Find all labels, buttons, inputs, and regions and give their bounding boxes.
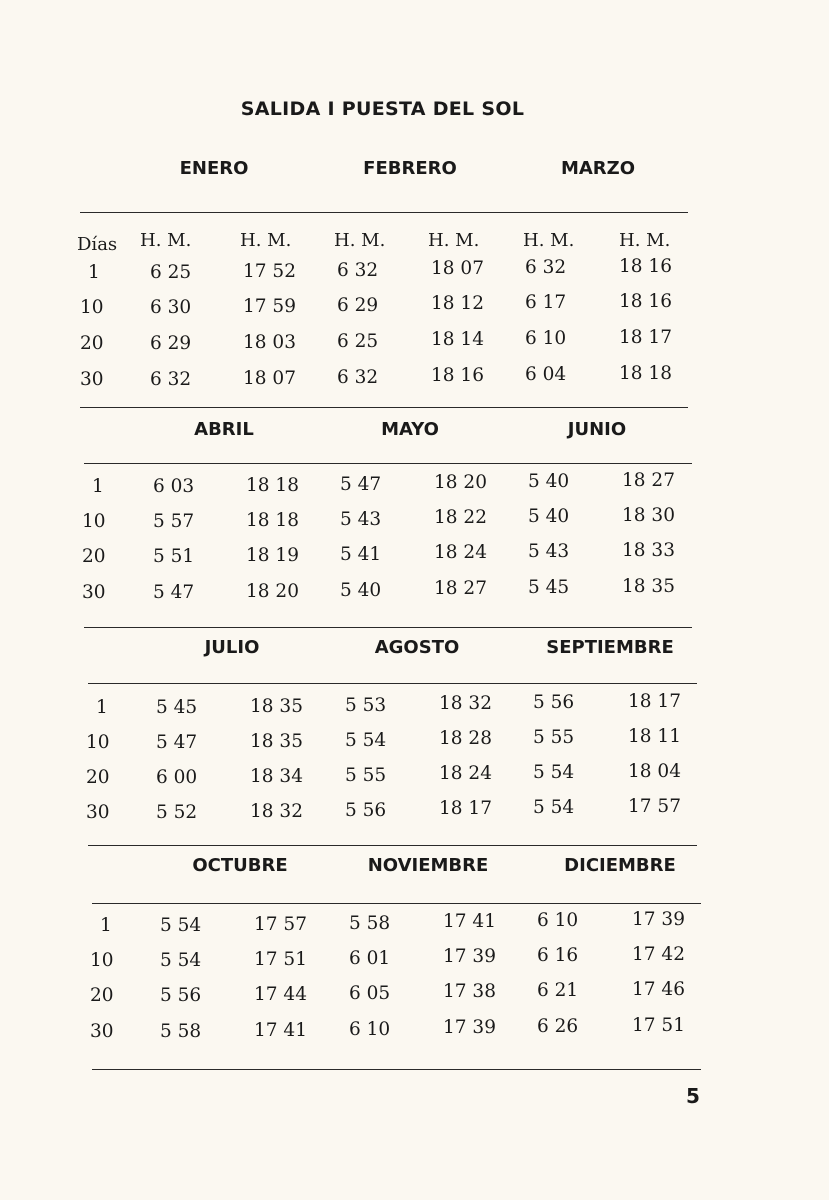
month-heading: FEBRERO bbox=[363, 158, 457, 179]
time-cell: 6 03 bbox=[153, 476, 195, 497]
day-cell: 1 bbox=[92, 476, 104, 497]
time-cell: 5 40 bbox=[528, 471, 570, 493]
time-cell: 5 45 bbox=[528, 577, 570, 599]
time-cell: 6 10 bbox=[537, 910, 579, 932]
time-cell: 6 30 bbox=[150, 297, 192, 318]
time-cell: 5 53 bbox=[345, 694, 387, 716]
time-cell: 18 03 bbox=[243, 331, 296, 353]
time-cell: 6 32 bbox=[337, 259, 379, 281]
time-cell: 5 56 bbox=[533, 692, 575, 714]
time-cell: 6 32 bbox=[150, 369, 192, 390]
time-cell: 17 57 bbox=[628, 796, 681, 817]
day-cell: 20 bbox=[90, 985, 114, 1006]
time-cell: 18 27 bbox=[622, 470, 675, 491]
day-cell: 20 bbox=[86, 767, 110, 788]
time-cell: 17 57 bbox=[254, 913, 307, 935]
time-cell: 6 21 bbox=[537, 980, 579, 1002]
time-cell: 17 39 bbox=[443, 946, 496, 968]
time-cell: 18 16 bbox=[619, 291, 672, 312]
time-cell: 18 04 bbox=[628, 761, 681, 782]
month-heading: ENERO bbox=[179, 158, 249, 179]
time-cell: 6 01 bbox=[349, 947, 391, 969]
page-title: SALIDA I PUESTA DEL SOL bbox=[240, 98, 525, 120]
time-cell: 5 57 bbox=[153, 511, 195, 532]
column-header-hm: H. M. bbox=[334, 230, 386, 251]
time-cell: 18 32 bbox=[439, 693, 492, 715]
time-cell: 17 51 bbox=[632, 1015, 685, 1036]
time-cell: 18 18 bbox=[246, 474, 299, 496]
time-cell: 17 41 bbox=[254, 1019, 307, 1041]
time-cell: 5 56 bbox=[345, 799, 387, 821]
time-cell: 18 18 bbox=[246, 509, 299, 531]
time-cell: 5 56 bbox=[160, 985, 202, 1006]
time-cell: 18 35 bbox=[250, 730, 303, 752]
time-cell: 17 52 bbox=[243, 260, 296, 282]
time-cell: 18 35 bbox=[622, 576, 675, 597]
time-cell: 18 07 bbox=[243, 367, 296, 389]
day-cell: 30 bbox=[80, 369, 104, 390]
time-cell: 6 32 bbox=[525, 257, 567, 279]
time-cell: 5 52 bbox=[156, 802, 198, 823]
day-cell: 1 bbox=[100, 915, 112, 936]
time-cell: 17 46 bbox=[632, 979, 685, 1000]
time-cell: 6 16 bbox=[537, 945, 579, 967]
table-rule bbox=[84, 463, 692, 464]
time-cell: 5 47 bbox=[153, 582, 195, 603]
column-header-hm: H. M. bbox=[523, 230, 575, 251]
time-cell: 18 16 bbox=[431, 365, 484, 387]
time-cell: 6 32 bbox=[337, 366, 379, 388]
time-cell: 18 24 bbox=[434, 542, 487, 564]
time-cell: 18 14 bbox=[431, 329, 484, 351]
month-heading: ABRIL bbox=[194, 419, 254, 440]
time-cell: 5 58 bbox=[349, 912, 391, 934]
time-cell: 6 00 bbox=[156, 767, 198, 788]
time-cell: 18 19 bbox=[246, 544, 299, 566]
time-cell: 5 51 bbox=[153, 546, 195, 567]
time-cell: 18 34 bbox=[250, 765, 303, 787]
month-heading: MAYO bbox=[381, 419, 439, 440]
day-cell: 20 bbox=[82, 546, 106, 567]
time-cell: 5 47 bbox=[156, 732, 198, 753]
time-cell: 18 07 bbox=[431, 258, 484, 280]
month-heading: NOVIEMBRE bbox=[367, 855, 489, 876]
time-cell: 5 54 bbox=[160, 915, 202, 936]
column-header-hm: H. M. bbox=[619, 230, 671, 251]
day-cell: 10 bbox=[82, 511, 106, 532]
column-header-dias: Días bbox=[77, 234, 118, 255]
time-cell: 5 41 bbox=[340, 543, 382, 565]
time-cell: 18 18 bbox=[619, 363, 672, 384]
day-cell: 20 bbox=[80, 333, 104, 354]
day-cell: 30 bbox=[86, 802, 110, 823]
time-cell: 5 40 bbox=[340, 579, 382, 601]
time-cell: 18 17 bbox=[439, 798, 492, 820]
time-cell: 6 04 bbox=[525, 364, 567, 386]
time-cell: 18 16 bbox=[619, 256, 672, 277]
time-cell: 6 17 bbox=[525, 292, 567, 314]
time-cell: 6 25 bbox=[150, 262, 192, 283]
day-cell: 10 bbox=[86, 732, 110, 753]
time-cell: 5 54 bbox=[533, 797, 575, 819]
time-cell: 18 30 bbox=[622, 505, 675, 526]
day-cell: 30 bbox=[82, 582, 106, 603]
time-cell: 6 26 bbox=[537, 1016, 579, 1038]
table-rule bbox=[80, 212, 688, 213]
month-heading: SEPTIEMBRE bbox=[546, 637, 674, 658]
time-cell: 17 59 bbox=[243, 295, 296, 317]
time-cell: 5 40 bbox=[528, 506, 570, 528]
time-cell: 18 24 bbox=[439, 763, 492, 785]
time-cell: 5 43 bbox=[340, 508, 382, 530]
time-cell: 6 25 bbox=[337, 330, 379, 352]
table-rule bbox=[88, 683, 697, 684]
day-cell: 10 bbox=[80, 297, 104, 318]
day-cell: 30 bbox=[90, 1021, 114, 1042]
month-heading: AGOSTO bbox=[374, 637, 460, 658]
time-cell: 6 10 bbox=[525, 328, 567, 350]
month-heading: JUNIO bbox=[567, 419, 627, 440]
time-cell: 18 20 bbox=[434, 472, 487, 494]
time-cell: 5 43 bbox=[528, 541, 570, 563]
time-cell: 18 33 bbox=[622, 540, 675, 561]
time-cell: 5 54 bbox=[533, 762, 575, 784]
time-cell: 18 11 bbox=[628, 726, 681, 747]
day-cell: 1 bbox=[88, 262, 100, 283]
time-cell: 5 47 bbox=[340, 473, 382, 495]
time-cell: 18 22 bbox=[434, 507, 487, 529]
month-heading: OCTUBRE bbox=[192, 855, 288, 876]
time-cell: 5 58 bbox=[160, 1021, 202, 1042]
time-cell: 18 32 bbox=[250, 800, 303, 822]
time-cell: 5 55 bbox=[345, 764, 387, 786]
time-cell: 18 20 bbox=[246, 580, 299, 602]
time-cell: 18 17 bbox=[628, 691, 681, 712]
time-cell: 6 10 bbox=[349, 1018, 391, 1040]
time-cell: 17 51 bbox=[254, 948, 307, 970]
time-cell: 5 55 bbox=[533, 727, 575, 749]
time-cell: 5 54 bbox=[345, 729, 387, 751]
time-cell: 5 54 bbox=[160, 950, 202, 971]
time-cell: 17 39 bbox=[632, 909, 685, 930]
time-cell: 17 38 bbox=[443, 981, 496, 1003]
time-cell: 18 27 bbox=[434, 578, 487, 600]
time-cell: 6 29 bbox=[337, 294, 379, 316]
table-rule bbox=[84, 627, 692, 628]
time-cell: 17 41 bbox=[443, 911, 496, 933]
time-cell: 6 29 bbox=[150, 333, 192, 354]
time-cell: 17 39 bbox=[443, 1017, 496, 1039]
column-header-hm: H. M. bbox=[240, 230, 292, 251]
table-rule bbox=[92, 903, 701, 904]
day-cell: 1 bbox=[96, 697, 108, 718]
column-header-hm: H. M. bbox=[428, 230, 480, 251]
time-cell: 17 42 bbox=[632, 944, 685, 965]
time-cell: 17 44 bbox=[254, 983, 307, 1005]
time-cell: 18 12 bbox=[431, 293, 484, 315]
time-cell: 18 17 bbox=[619, 327, 672, 348]
time-cell: 18 28 bbox=[439, 728, 492, 750]
month-heading: DICIEMBRE bbox=[564, 855, 676, 876]
time-cell: 18 35 bbox=[250, 695, 303, 717]
day-cell: 10 bbox=[90, 950, 114, 971]
table-rule bbox=[80, 407, 688, 408]
month-heading: MARZO bbox=[560, 158, 636, 179]
table-rule bbox=[92, 1069, 701, 1070]
table-rule bbox=[88, 845, 697, 846]
month-heading: JULIO bbox=[204, 637, 260, 658]
time-cell: 6 05 bbox=[349, 982, 391, 1004]
page-number: 5 bbox=[686, 1084, 700, 1108]
column-header-hm: H. M. bbox=[140, 230, 192, 251]
time-cell: 5 45 bbox=[156, 697, 198, 718]
